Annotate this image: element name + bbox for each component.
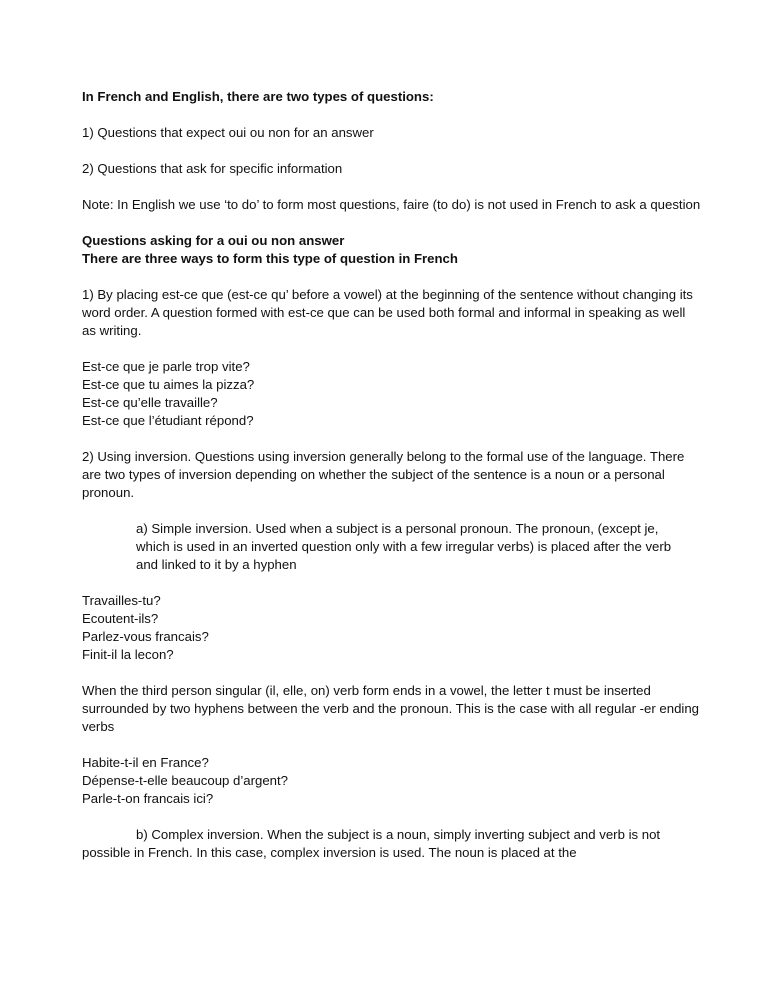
document-heading: In French and English, there are two types of questions: bbox=[82, 89, 434, 104]
example-line: Dépense-t-elle beaucoup d’argent? bbox=[82, 773, 289, 788]
example-line: Est-ce que l’étudiant répond? bbox=[82, 413, 254, 428]
question-type-1: 1) Questions that expect oui ou non for an answer bbox=[82, 125, 374, 140]
example-line: Est-ce que tu aimes la pizza? bbox=[82, 377, 255, 392]
section-subtitle: There are three ways to form this type of question in French bbox=[82, 251, 458, 266]
example-line: Travailles-tu? bbox=[82, 593, 161, 608]
example-line: Est-ce que je parle trop vite? bbox=[82, 359, 250, 374]
complex-inversion-paragraph: b) Complex inversion. When the subject is a noun, simply inverting subject and verb is not possible in French. In this case, complex inversion is used. The noun is placed at the bbox=[82, 827, 661, 860]
example-line: Parlez-vous francais? bbox=[82, 629, 209, 644]
question-type-2: 2) Questions that ask for specific information bbox=[82, 161, 343, 176]
document-page bbox=[82, 88, 702, 862]
simple-inversion-paragraph: a) Simple inversion. Used when a subject is a personal pronoun. The pronoun, (except je, which is used in an inverted question only with a few irregular verbs) is placed after the verb and linked to it by a hyphen bbox=[136, 521, 672, 572]
note-paragraph: Note: In English we use ‘to do’ to form most questions, faire (to do) is not used in French to ask a question bbox=[82, 197, 701, 212]
section-title: Questions asking for a oui ou non answer bbox=[82, 233, 345, 248]
example-line: Parle-t-on francais ici? bbox=[82, 791, 214, 806]
method-1-paragraph: 1) By placing est-ce que (est-ce qu’ before a vowel) at the beginning of the sentence without changing its word order. A question formed with est-ce que can be used both formal and informal in speaking as well as writing. bbox=[82, 287, 693, 338]
method-2-paragraph: 2) Using inversion. Questions using inversion generally belong to the formal use of the language. There are two types of inversion depending on whether the subject of the sentence is a noun or a personal pronoun. bbox=[82, 449, 685, 500]
example-line: Ecoutent-ils? bbox=[82, 611, 159, 626]
third-person-paragraph: When the third person singular (il, elle, on) verb form ends in a vowel, the letter t must be inserted surrounded by two hyphens between the verb and the pronoun. This is the case with all regular -er ending verbs bbox=[82, 683, 700, 734]
example-line: Est-ce qu’elle travaille? bbox=[82, 395, 218, 410]
example-line: Habite-t-il en France? bbox=[82, 755, 209, 770]
example-line: Finit-il la lecon? bbox=[82, 647, 174, 662]
